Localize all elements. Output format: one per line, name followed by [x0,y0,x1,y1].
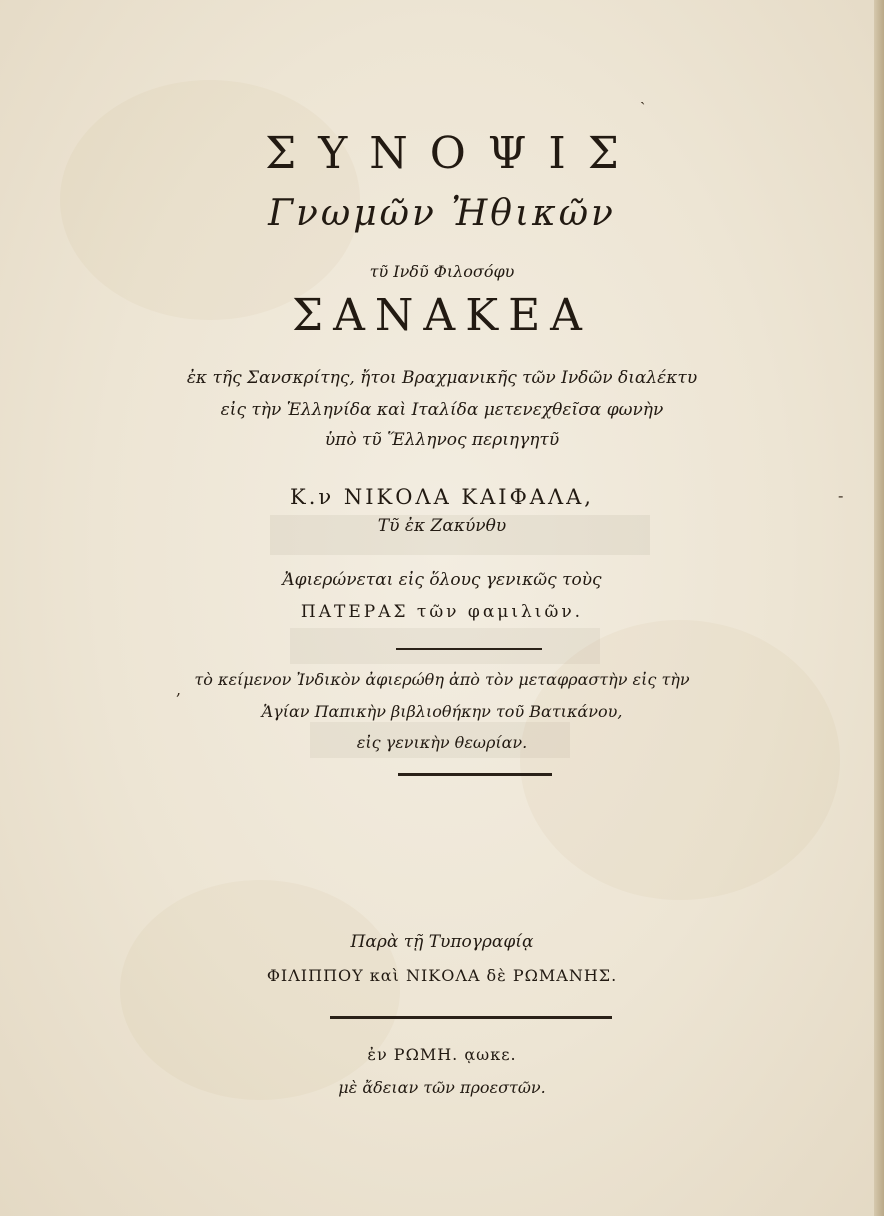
translation-line-1: ἐκ τῆς Σανσκρίτης, ἤτοι Βραχμανικῆς τῶν Ινδῶν διαλέκτυ [186,368,698,388]
philosopher-name: ΣΑΝΑΚΕΑ [292,290,592,341]
book-subtitle: Γνωμῶν Ἠθικῶν [268,193,616,234]
ink-mark: , [176,680,182,699]
ink-mark: ‐ [838,486,844,505]
note-line-3: εἰς γενικὴν θεωρίαν. [356,733,528,752]
ink-mark: ˏ [640,86,646,105]
divider-rule [396,648,542,650]
permission-line: μὲ ἄδειαν τῶν προεστῶν. [338,1078,546,1097]
printer-line: Παρὰ τῇ Τυπογραφίᾳ [350,932,534,952]
paper-stain [120,880,400,1100]
philosopher-of: τῦ Ινδῦ Φιλοσόφυ [369,262,515,281]
dedication-line-2: ΠΑΤΕΡΑΣ τῶν φαμιλιῶν. [300,602,584,622]
printer-names: ΦΙΛΙΠΠΟΥ καὶ ΝΙΚΟΛΑ δὲ ΡΩΜΑΝΗΣ. [266,966,618,985]
note-line-1: τὸ κείμενον Ἰνδικὸν ἀφιερώθη ἀπὸ τὸν μεταφραστὴν εἰς τὴν [194,670,690,689]
show-through-ghost [290,628,600,664]
divider-rule [330,1016,612,1019]
translation-line-2: εἰς τὴν Ἑλληνίδα καὶ Ιταλίδα μετενεχθεῖσα φωνὴν [220,400,664,420]
dedication-line-1: Ἀφιερώνεται εἰς ὅλους γενικῶς τοὺς [282,570,602,590]
place-date: ἐν ΡΩΜΗ. ᾳωκε. [367,1045,517,1064]
note-line-2: Ἁγίαν Παπικὴν βιβλιοθήκην τοῦ Βατικάνου, [261,702,623,721]
book-title: ΣΥΝΟΨΙΣ [265,128,641,179]
translation-line-3: ὑπὸ τῦ Ἕλληνος περιηγητῦ [324,430,560,450]
divider-rule [398,773,552,776]
translator-origin: Τῦ ἐκ Ζακύνθυ [377,516,507,536]
translator-name: Κ.ν ΝΙΚΟΛΑ ΚΑΙΦΑΛΑ, [290,485,594,509]
